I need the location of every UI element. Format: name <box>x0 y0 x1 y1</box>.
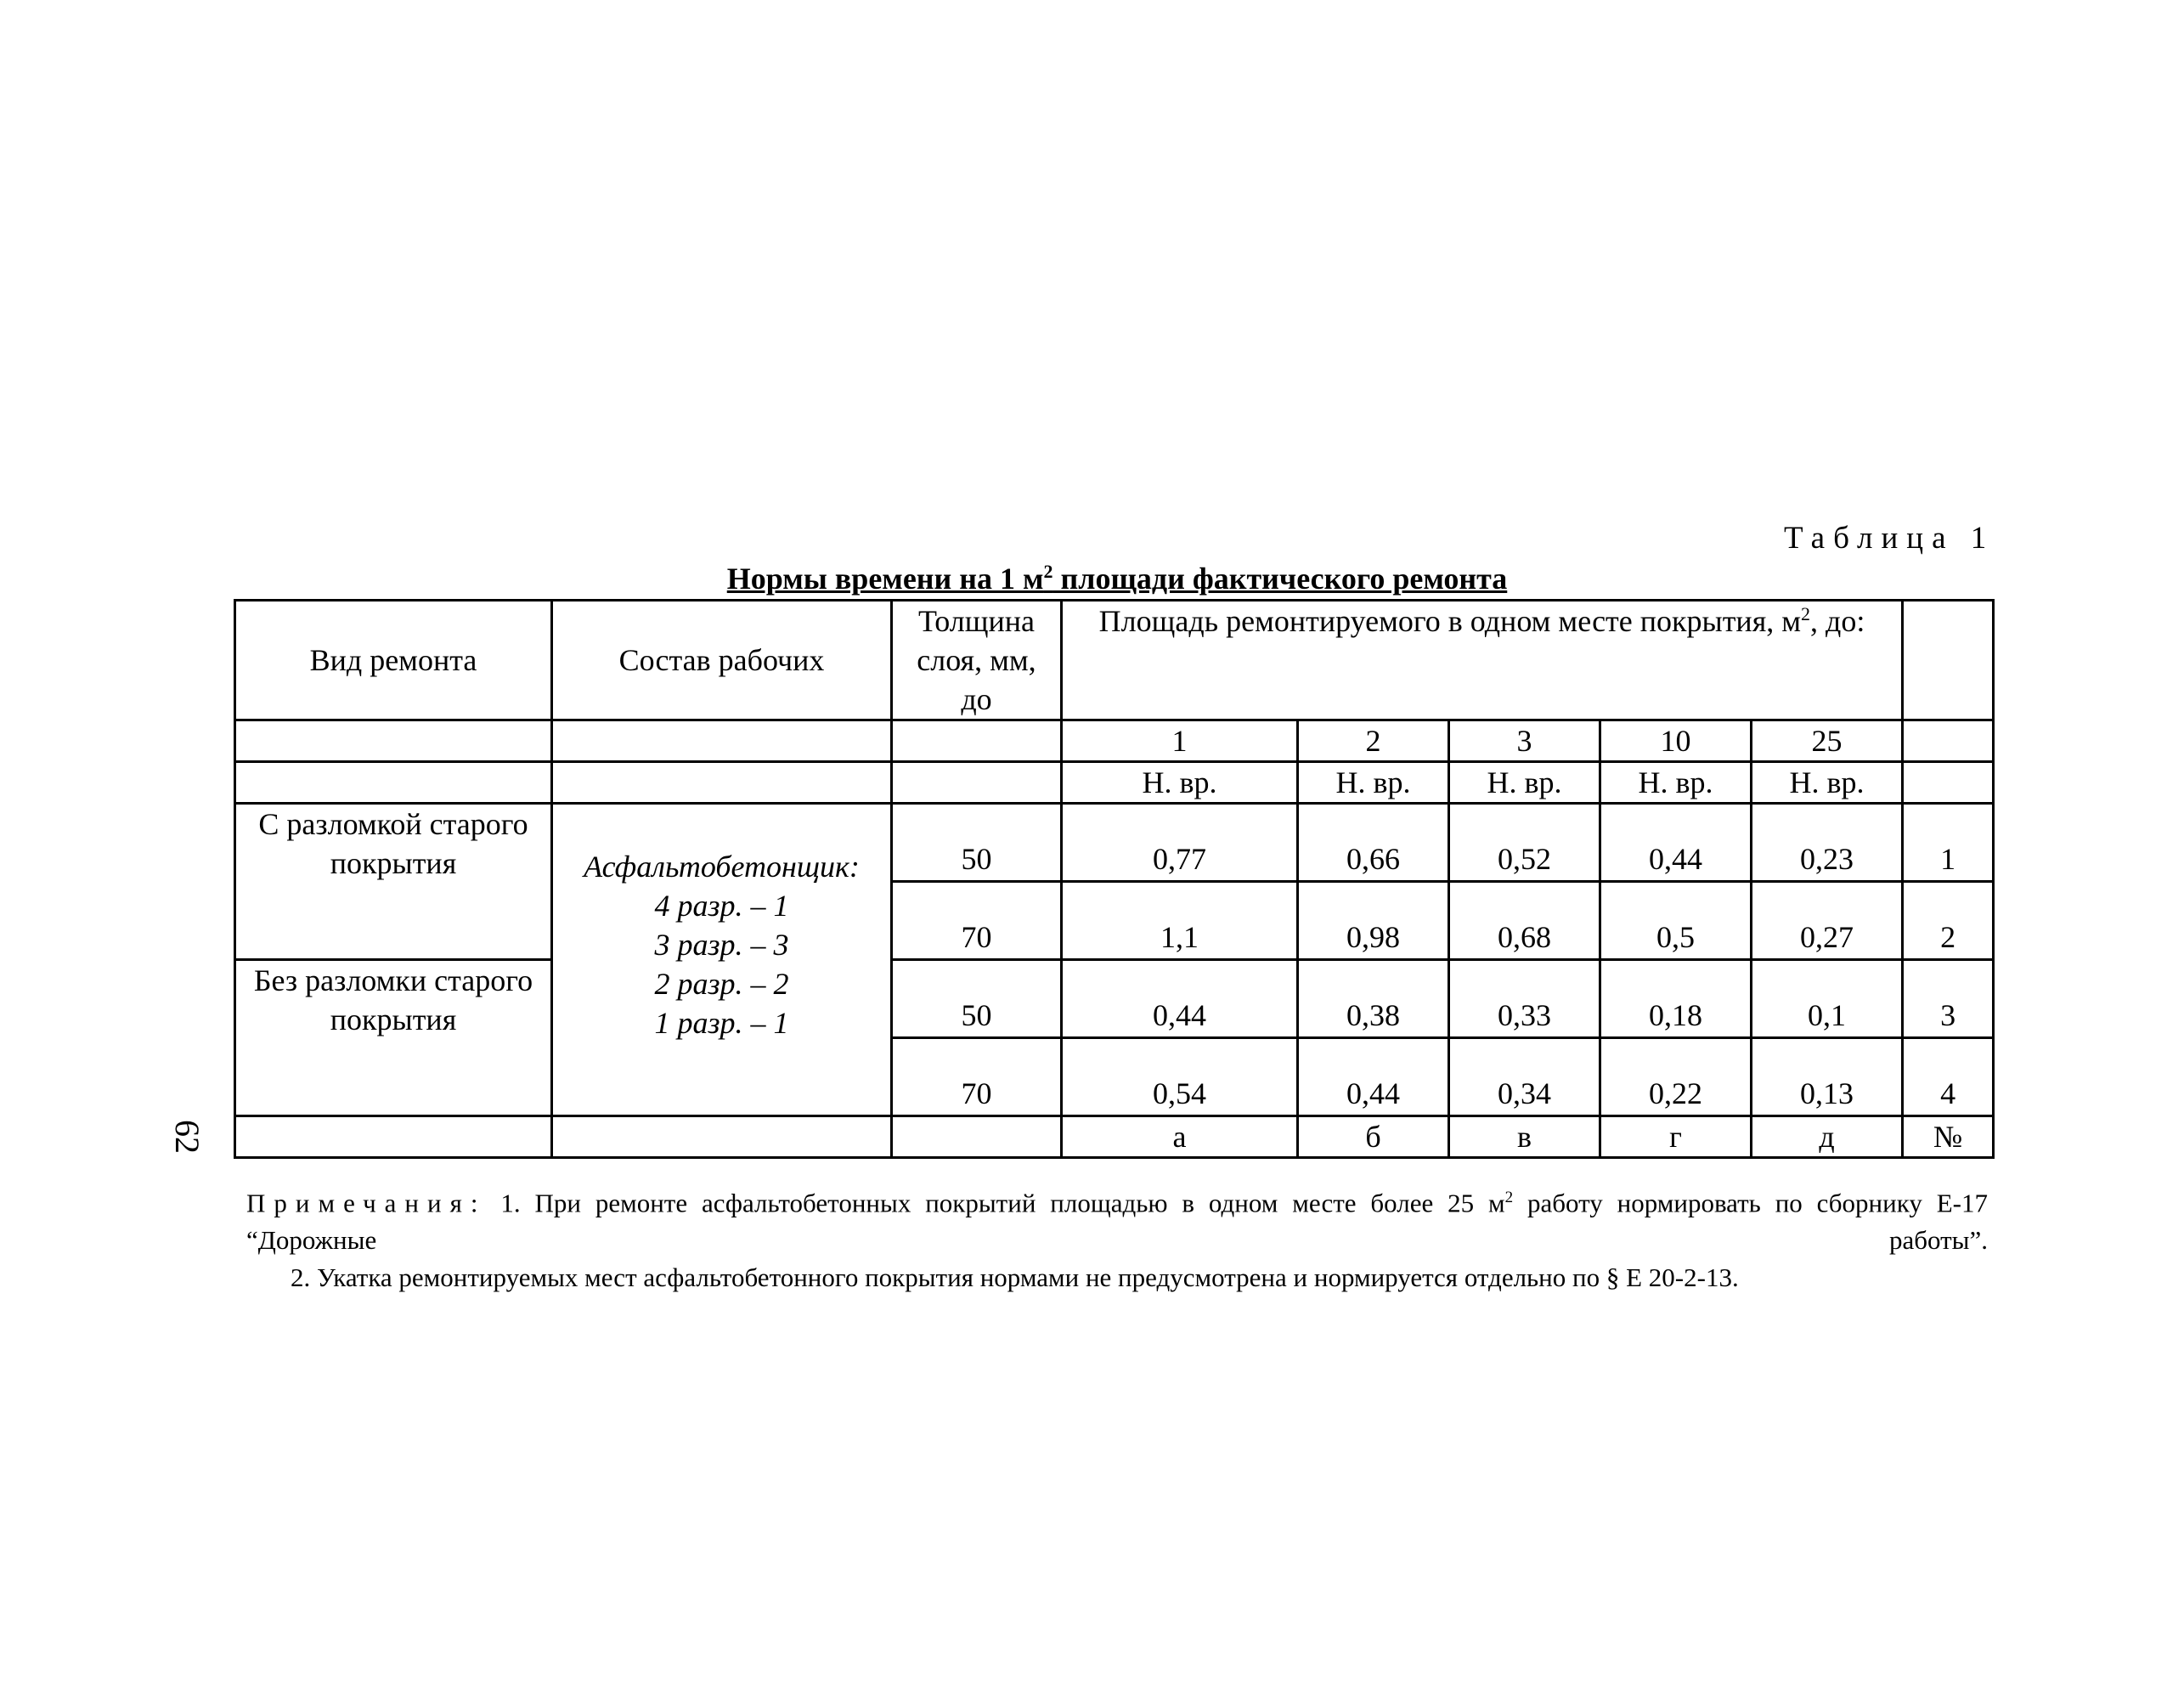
column-letter-v: в <box>1449 1116 1600 1158</box>
area-col-2: 2 <box>1298 720 1449 762</box>
value-row-1-col-v: 0,52 <box>1449 804 1600 882</box>
value-row-2-col-d: 0,27 <box>1752 882 1903 960</box>
workers-grade-3: 3 разр. – 3 <box>654 928 789 962</box>
blank-cell <box>552 720 892 762</box>
table-title-suffix: площади фактического ремонта <box>1052 562 1508 596</box>
thickness-row-1: 50 <box>892 804 1062 882</box>
notes <box>246 1179 1988 1296</box>
workers-composition <box>552 804 892 1116</box>
value-row-1-col-a: 0,77 <box>1062 804 1298 882</box>
blank-cell <box>235 1116 552 1158</box>
table-label: Таблица 1 <box>1784 521 1995 556</box>
value-row-4-col-b: 0,44 <box>1298 1038 1449 1116</box>
value-row-2-col-a: 1,1 <box>1062 882 1298 960</box>
area-col-3: 3 <box>1449 720 1600 762</box>
note-2: 2. Укатка ремонтируемых мест асфальтобетонного покрытия нормами не предусмотрена и нормируется отдельно по § Е 20-2-13. <box>291 1262 1739 1293</box>
column-letter-g: г <box>1600 1116 1752 1158</box>
value-row-3-col-d: 0,1 <box>1752 960 1903 1038</box>
value-row-2-col-b: 0,98 <box>1298 882 1449 960</box>
blank-cell <box>892 720 1062 762</box>
row-number-1: 1 <box>1903 804 1994 882</box>
area-col-1: 1 <box>1062 720 1298 762</box>
value-row-4-col-g: 0,22 <box>1600 1038 1752 1116</box>
row-number-4: 4 <box>1903 1038 1994 1116</box>
value-row-3-col-b: 0,38 <box>1298 960 1449 1038</box>
note-1-prefix: 1. При ремонте асфальтобетонных покрытий площадью в одном месте более 25 м <box>486 1188 1505 1218</box>
note-1 <box>246 1179 1988 1259</box>
blank-cell <box>552 762 892 804</box>
unit-label: Н. вр. <box>1752 762 1903 804</box>
unit-label: Н. вр. <box>1600 762 1752 804</box>
value-row-1-col-d: 0,23 <box>1752 804 1903 882</box>
table-title-sup: 2 <box>1043 561 1053 582</box>
repair-type-1: С разломкой старого покрытия <box>235 804 552 960</box>
workers-grade-4: 4 разр. – 1 <box>654 889 789 923</box>
repair-type-2: Без разломки старого покрытия <box>235 960 552 1116</box>
column-letter-a: а <box>1062 1116 1298 1158</box>
header-thickness: Толщина слоя, мм, до <box>892 601 1062 720</box>
header-workers: Состав рабочих <box>552 601 892 720</box>
column-no-label: № <box>1903 1116 1994 1158</box>
blank-cell <box>235 720 552 762</box>
value-row-2-col-g: 0,5 <box>1600 882 1752 960</box>
blank-cell <box>1903 720 1994 762</box>
blank-cell <box>552 1116 892 1158</box>
value-row-4-col-v: 0,34 <box>1449 1038 1600 1116</box>
unit-label: Н. вр. <box>1298 762 1449 804</box>
table-title-prefix: Нормы времени на 1 м <box>726 562 1044 596</box>
header-area-sup: 2 <box>1801 603 1811 624</box>
blank-cell <box>892 1116 1062 1158</box>
value-row-3-col-v: 0,33 <box>1449 960 1600 1038</box>
note-1-sup: 2 <box>1504 1189 1514 1206</box>
thickness-row-3: 50 <box>892 960 1062 1038</box>
header-area <box>1062 601 1903 720</box>
value-row-1-col-b: 0,66 <box>1298 804 1449 882</box>
value-row-4-col-d: 0,13 <box>1752 1038 1903 1116</box>
value-row-2-col-v: 0,68 <box>1449 882 1600 960</box>
row-number-3: 3 <box>1903 960 1994 1038</box>
blank-cell <box>235 762 552 804</box>
workers-title: Асфальтобетонщик: <box>584 850 860 884</box>
area-col-10: 10 <box>1600 720 1752 762</box>
thickness-row-2: 70 <box>892 882 1062 960</box>
header-repair-type: Вид ремонта <box>235 601 552 720</box>
norms-table <box>234 599 1995 1159</box>
blank-cell <box>892 762 1062 804</box>
blank-cell <box>1903 762 1994 804</box>
value-row-4-col-a: 0,54 <box>1062 1038 1298 1116</box>
unit-label: Н. вр. <box>1062 762 1298 804</box>
value-row-3-col-a: 0,44 <box>1062 960 1298 1038</box>
thickness-row-4: 70 <box>892 1038 1062 1116</box>
notes-label: Примечания: <box>246 1188 487 1218</box>
value-row-1-col-g: 0,44 <box>1600 804 1752 882</box>
area-col-25: 25 <box>1752 720 1903 762</box>
row-number-2: 2 <box>1903 882 1994 960</box>
workers-grade-2: 2 разр. – 2 <box>654 967 789 1001</box>
header-no-blank <box>1903 601 1994 720</box>
page-number: 62 <box>168 1120 206 1154</box>
column-letter-b: б <box>1298 1116 1449 1158</box>
header-area-prefix: Площадь ремонтируемого в одном месте покрытия, м <box>1098 604 1802 638</box>
unit-label: Н. вр. <box>1449 762 1600 804</box>
table-title <box>234 561 2001 596</box>
value-row-3-col-g: 0,18 <box>1600 960 1752 1038</box>
header-area-suffix: , до: <box>1810 604 1865 638</box>
column-letter-d: д <box>1752 1116 1903 1158</box>
note-1-suffix: работу нормировать по сборнику Е-17 “Дорожные работы”. <box>246 1188 1988 1256</box>
workers-grade-1: 1 разр. – 1 <box>654 1006 789 1040</box>
